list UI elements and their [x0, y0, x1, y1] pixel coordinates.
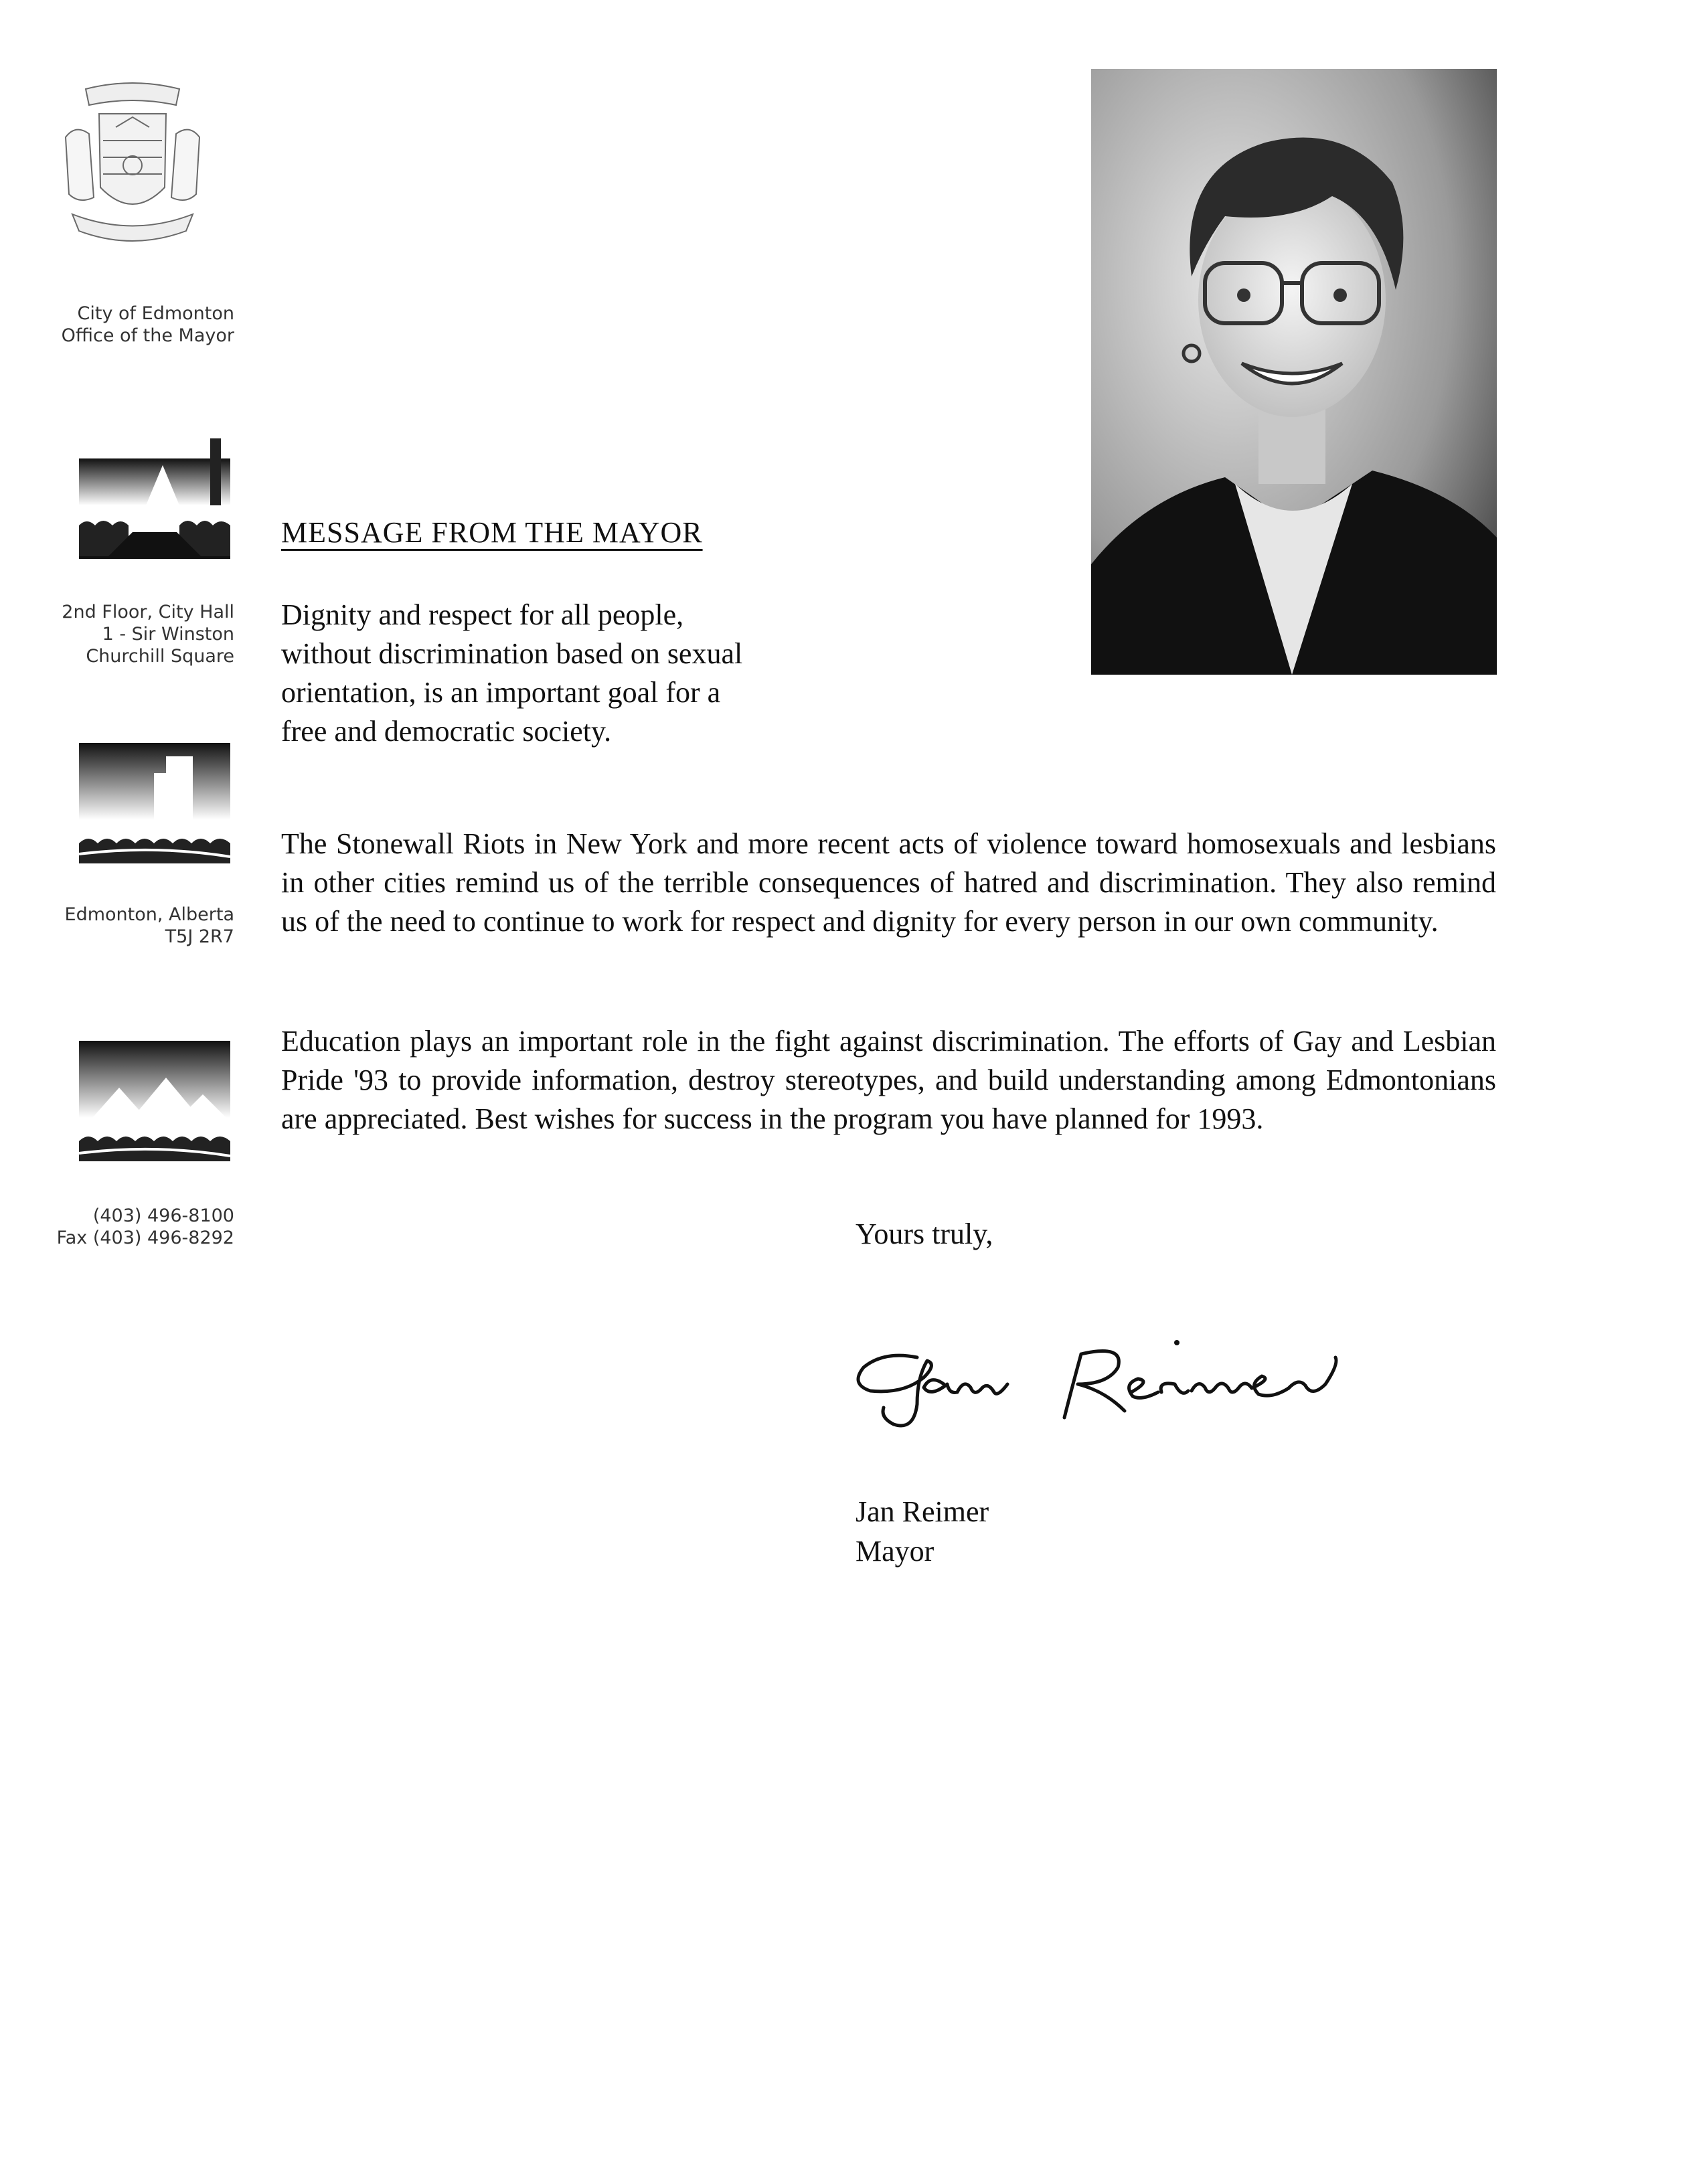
signer-name: Jan Reimer: [856, 1495, 989, 1528]
office-name: Office of the Mayor: [61, 325, 234, 346]
letter-paragraph-3: Education plays an important role in the fight against discrimination. The efforts of Gay and Lesbian Pride '93 to provide information, destroy stereotypes, and build understanding among Edmontonians are appreciated. Best wishes for success in the program you have planned for 1993.: [281, 1025, 1496, 1135]
handwritten-signature: [843, 1337, 1359, 1451]
letterhead-city: [47, 904, 234, 948]
address-line: 2nd Floor, City Hall: [62, 602, 234, 622]
org-name: City of Edmonton: [77, 303, 234, 324]
letter-paragraph-1: Dignity and respect for all people, without discrimination based on sexual orientation, is an important goal for a free and democratic society.: [281, 598, 743, 748]
letter-closing: Yours truly,: [856, 1217, 993, 1250]
city-building-motif-icon: [79, 743, 230, 863]
skyline-motif-icon: [79, 438, 230, 559]
signer-title: Mayor: [856, 1535, 934, 1568]
address-line: 1 - Sir Winston: [102, 624, 234, 645]
city-crest-icon: [52, 77, 213, 248]
mountains-motif-icon: [79, 1041, 230, 1161]
fax-number: Fax (403) 496-8292: [56, 1228, 234, 1248]
address-line: Churchill Square: [86, 646, 234, 667]
letter-paragraph-2: The Stonewall Riots in New York and more recent acts of violence toward homosexuals and lesbians in other cities remind us of the terrible consequences of hatred and discrimination. They also remind us of the need to continue to work for respect and dignity for every person in our own community.: [281, 827, 1496, 938]
letterhead-organization: [60, 303, 234, 347]
letterhead-contact: [33, 1205, 234, 1249]
postal-code: T5J 2R7: [165, 926, 234, 947]
city-province: Edmonton, Alberta: [64, 904, 234, 925]
letter-heading: MESSAGE FROM THE MAYOR: [281, 516, 703, 549]
phone-number: (403) 496-8100: [92, 1205, 234, 1226]
letterhead-address: [47, 601, 234, 667]
mayor-portrait-photo: [1091, 69, 1497, 675]
